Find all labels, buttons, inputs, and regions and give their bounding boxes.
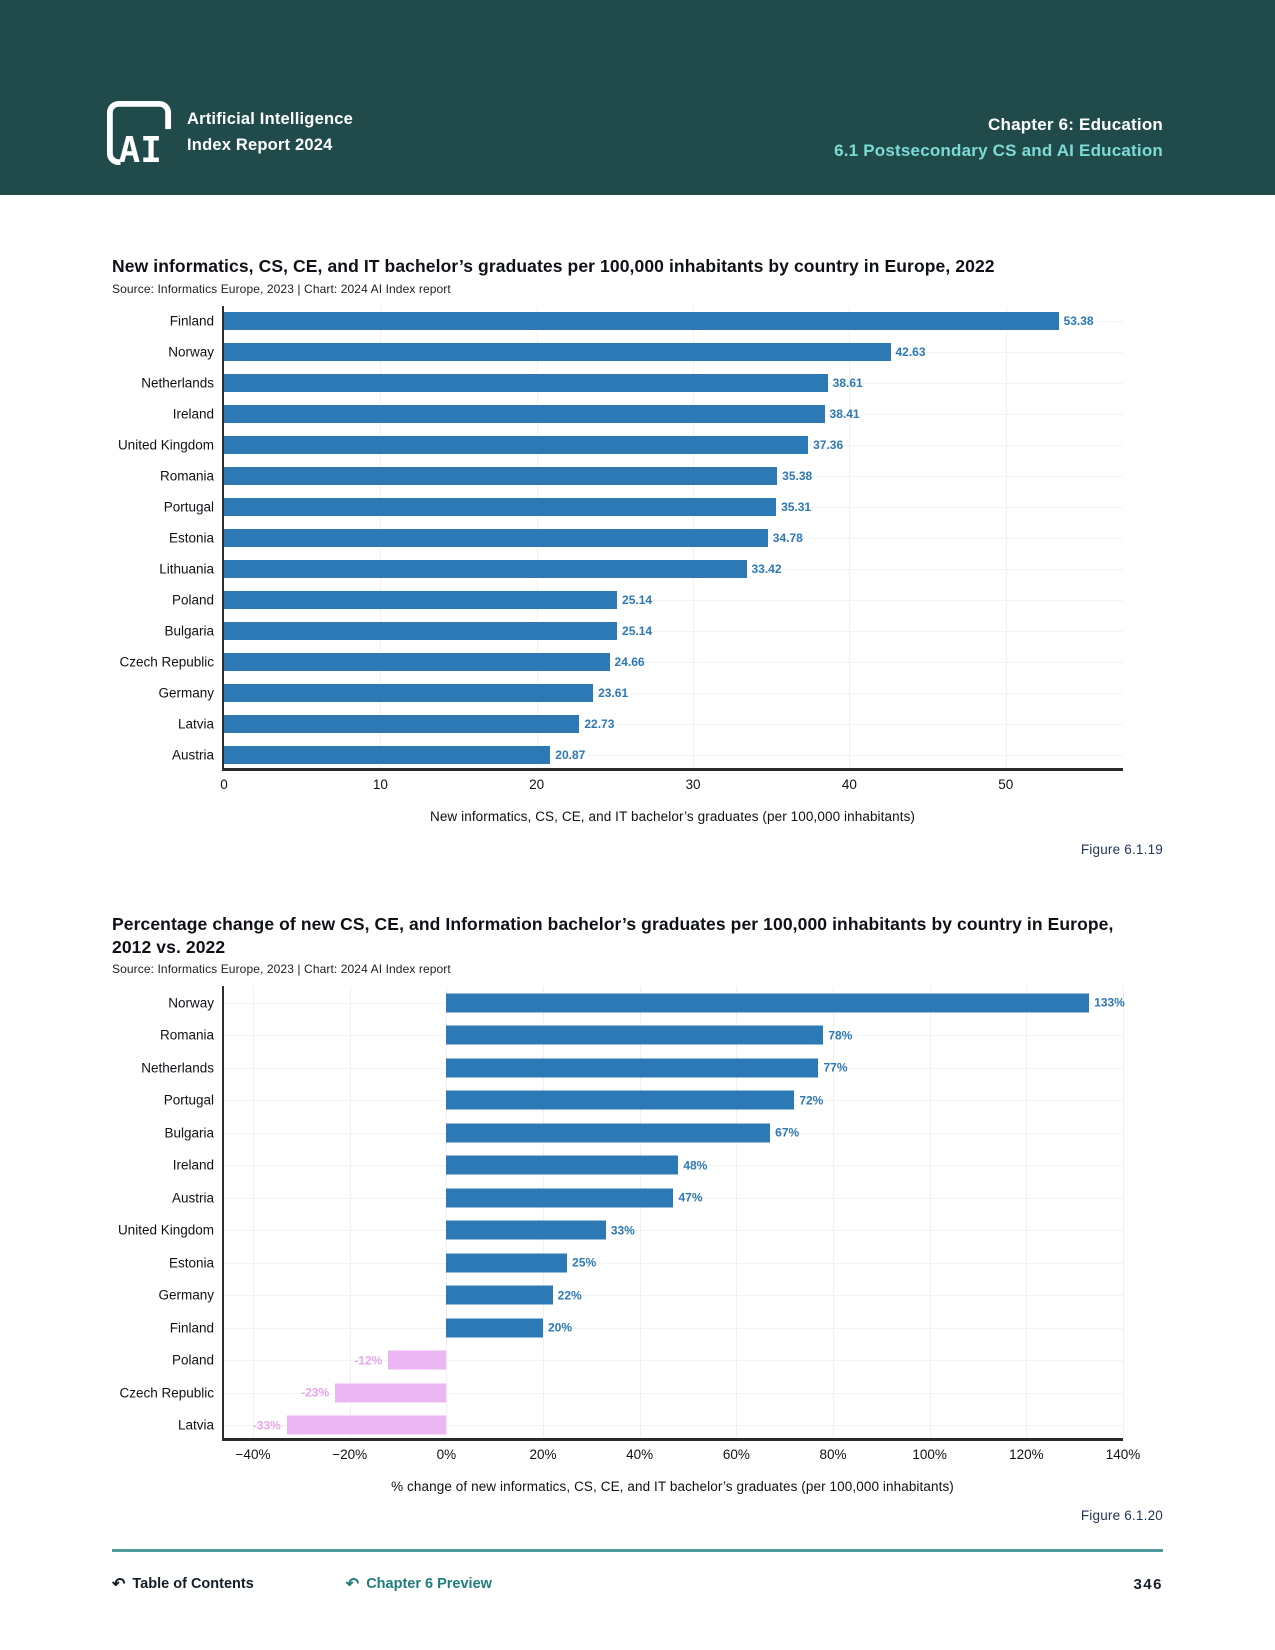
bar [446,1318,573,1337]
bar-row-lithuania [159,554,1123,585]
bar [224,529,803,547]
bar-row-estonia [168,523,1123,554]
bar [446,1221,635,1240]
value-label: 25.14 [622,593,653,608]
bar [446,1286,582,1305]
bar-row-romania [159,461,1123,492]
chart-2-x-axis-label: % change of new informatics, CS, CE, and IT bachelor’s graduates (per 100,000 inhabitants) [391,1479,954,1495]
bar [446,1026,853,1045]
country-label: Netherlands [141,375,214,391]
bar-row-czech-republic [119,647,1123,678]
chart-2-title: Percentage change of new CS, CE, and Information bachelor’s graduates per 100,000 inhabitants by country in Europe, 2012 vs. 2022 [112,913,1114,957]
chart-1-source: Source: Informatics Europe, 2023 | Chart: 2024 AI Index report [112,281,451,296]
country-label: Norway [168,995,214,1010]
chart-1-title: New informatics, CS, CE, and IT bachelor’s graduates per 100,000 inhabitants by country in Europe, 2022 [112,256,995,276]
header-band [0,0,1275,195]
value-label: 34.78 [772,531,803,546]
bar [224,312,1094,330]
value-label: 53.38 [1063,314,1094,329]
country-label: Ireland [172,1157,214,1173]
chapter-6-preview-label: Chapter 6 Preview [366,1576,492,1593]
country-label: Norway [168,344,214,360]
chart-2-source: Source: Informatics Europe, 2023 | Chart: 2024 AI Index report [112,962,451,977]
country-label: Bulgaria [164,623,214,639]
value-label: 78% [828,1028,853,1042]
x-tick-label: 140% [1105,1447,1141,1463]
bar [224,405,860,423]
x-tick-label: 30 [685,776,701,792]
value-label: 77% [823,1060,848,1075]
x-tick-label: −20% [332,1447,368,1463]
x-tick-label: −40% [235,1447,271,1463]
country-label: Bulgaria [164,1125,214,1140]
country-label: Estonia [168,1255,214,1270]
value-label: 47% [678,1190,703,1205]
value-label: 33.42 [751,562,782,577]
country-label: Latvia [177,716,214,732]
bar [224,622,653,640]
chart-1-block [112,195,1163,857]
bar-row-austria [171,1181,1123,1214]
table-of-contents-link[interactable] [112,1574,254,1594]
value-label: 22% [557,1288,582,1302]
bar-row-ireland [172,1149,1123,1182]
back-arrow-icon: ↶ [112,1576,126,1594]
bar-row-romania [159,1019,1123,1052]
chart-1-x-axis-label: New informatics, CS, CE, and IT bachelor’s graduates (per 100,000 inhabitants) [429,808,916,824]
bar-row-netherlands [141,368,1123,399]
bar [224,436,844,454]
bar [446,1058,848,1077]
bar-row-norway [168,337,1123,368]
value-label: -12% [354,1353,383,1367]
bar-row-ireland [172,399,1123,430]
bar-row-poland [171,1344,1123,1377]
value-label: 37.36 [813,438,844,453]
country-label: Netherlands [141,1060,214,1075]
bar-row-norway [168,986,1125,1019]
x-tick-label: 20 [529,776,545,792]
row-gridline [224,1198,1123,1199]
value-label: -23% [301,1385,330,1400]
back-arrow-icon: ↶ [345,1576,360,1594]
x-tick-label: 120% [1009,1447,1044,1463]
value-label: 38.61 [832,376,863,391]
chart-2-block [112,913,1163,1524]
x-tick-label: 100% [912,1447,947,1463]
ai-index-logo-icon [106,100,172,166]
x-tick-label: 60% [722,1447,750,1463]
bar [224,467,813,485]
x-tick-label: 10 [372,776,388,792]
value-label: 35.38 [782,469,813,484]
country-label: Germany [158,685,214,701]
bar-row-latvia [177,1409,1123,1442]
value-label: 42.63 [895,345,926,360]
bar [301,1383,446,1402]
value-label: 35.31 [781,500,812,515]
country-label: Estonia [168,530,214,546]
x-tick-label: 80% [819,1447,847,1463]
chapter-title: Chapter 6: Education [988,115,1163,134]
country-label: Ireland [172,406,214,422]
country-label: Poland [171,1352,214,1368]
x-tick-label: 40% [626,1447,654,1463]
bar [446,1123,800,1142]
bar [224,374,863,392]
bar-row-czech-republic [119,1376,1123,1409]
bar [224,653,645,671]
footer [112,1574,1163,1594]
country-label: Lithuania [159,561,214,577]
bar [446,1091,824,1110]
bar-row-united-kingdom [117,430,1123,461]
bar-row-latvia [177,709,1123,740]
value-label: 38.41 [829,407,860,422]
value-label: 24.66 [614,655,645,670]
bar-row-portugal [163,1084,1123,1117]
brand-line-2: Index Report 2024 [187,136,333,154]
bar [252,1416,447,1435]
bar [224,560,782,578]
bar-row-germany [158,1279,1123,1312]
country-label: Portugal [163,1092,214,1108]
bar [224,591,653,609]
country-label: United Kingdom [117,1222,214,1238]
chart-2-figure-caption: Figure 6.1.20 [1080,1508,1163,1524]
value-label: 23.61 [598,686,629,701]
bar-row-netherlands [141,1051,1123,1084]
value-label: 33% [610,1223,635,1237]
country-label: Czech Republic [119,1385,214,1400]
chart-2-plot-area [117,986,1141,1463]
country-label: Portugal [163,499,214,515]
row-gridline [224,1263,1123,1264]
row-gridline [224,1328,1123,1329]
bar-row-portugal [163,492,1123,523]
bar-row-bulgaria [164,616,1123,647]
section-title: 6.1 Postsecondary CS and AI Education [834,141,1163,160]
bar-row-austria [171,740,1123,771]
bar [224,343,926,361]
chapter-6-preview-link[interactable] [346,1574,492,1594]
bar-row-united-kingdom [117,1214,1123,1247]
x-axis-ticks [224,1438,1141,1463]
chart-1-plot-area [117,306,1123,792]
bar-row-finland [169,306,1123,337]
value-label: 48% [683,1158,708,1172]
value-label: -33% [252,1418,281,1432]
bar [224,715,615,733]
bar-row-bulgaria [164,1116,1123,1149]
bar-row-poland [171,585,1123,616]
x-tick-label: 50 [998,776,1014,792]
ai-index-brand [106,100,353,166]
bar [224,498,812,516]
footer-divider [112,1549,1163,1552]
page-number: 346 [1133,1575,1163,1593]
bar-row-estonia [168,1246,1123,1279]
bar [446,1156,708,1175]
value-label: 20% [547,1320,573,1335]
country-label: Czech Republic [119,654,214,670]
value-label: 72% [799,1093,824,1107]
bar [224,684,629,702]
country-label: Romania [159,1027,214,1043]
logo-letters: AI [118,130,162,166]
table-of-contents-label: Table of Contents [132,1576,254,1593]
country-label: Romania [159,468,214,484]
x-axis-ticks [220,768,1123,792]
bar-row-germany [158,678,1123,709]
x-tick-label: 0% [436,1447,457,1463]
value-label: 22.73 [584,717,615,732]
country-label: Finland [169,313,214,329]
country-label: Austria [171,1190,214,1205]
row-gridline [224,1230,1123,1231]
bar [446,1253,597,1272]
country-label: Latvia [177,1417,214,1433]
x-tick-label: 0 [220,776,228,792]
page-content [112,195,1163,1594]
bar-row-finland [169,1311,1123,1344]
country-label: Poland [171,592,214,608]
value-label: 25.14 [622,624,653,639]
x-tick-label: 20% [529,1447,557,1463]
value-label: 133% [1094,995,1125,1010]
bar [224,746,586,764]
value-label: 25% [572,1255,597,1270]
value-label: 67% [775,1125,800,1140]
bar [446,1188,703,1207]
brand-text [187,107,353,158]
bar [354,1351,446,1370]
value-label: 20.87 [555,748,586,763]
x-tick-label: 40 [841,776,857,792]
brand-line-1: Artificial Intelligence [187,110,353,129]
bar [446,993,1125,1012]
row-gridline [224,1295,1123,1296]
header-chapter-block [834,115,1163,161]
country-label: Austria [171,747,214,763]
country-label: Finland [169,1320,214,1335]
gridline [1123,986,1124,1438]
country-label: Germany [158,1287,214,1303]
country-label: United Kingdom [117,437,214,453]
chart-1-figure-caption: Figure 6.1.19 [1080,841,1163,857]
